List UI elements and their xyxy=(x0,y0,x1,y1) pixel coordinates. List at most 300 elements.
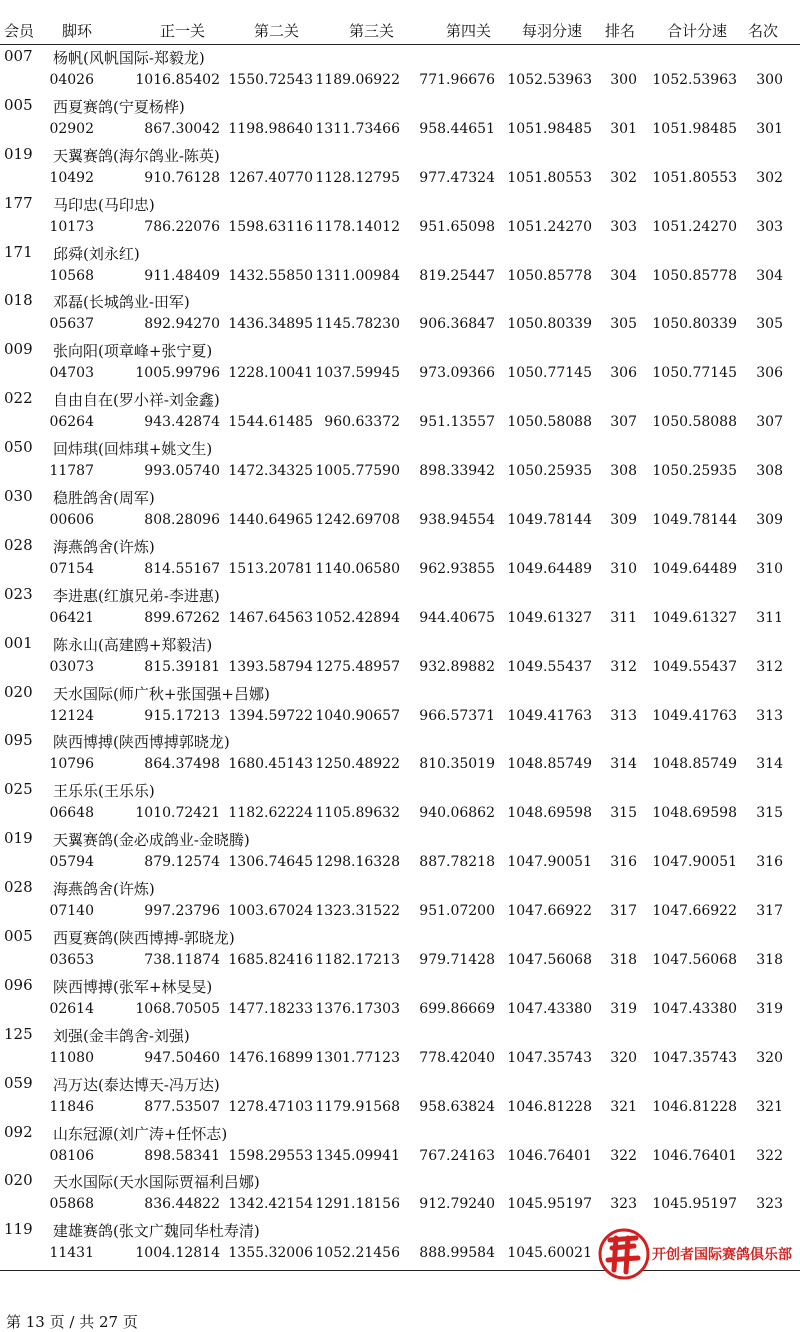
total-speed: 1048.69598 xyxy=(652,805,737,822)
owner-name: 邓磊(长城鸽业-田军) xyxy=(53,293,190,312)
club-logo-text: 开创者国际赛鸽俱乐部 xyxy=(652,1247,792,1263)
stage2-speed: 1198.98640 xyxy=(228,120,313,137)
per-bird-speed: 1047.90051 xyxy=(507,854,592,871)
table-row xyxy=(0,242,800,291)
row-values-line xyxy=(0,70,800,94)
owner-name: 张向阳(项章峰+张宁夏) xyxy=(53,342,213,361)
table-row xyxy=(0,877,800,926)
stage1-speed: 738.11874 xyxy=(144,952,220,969)
rank: 302 xyxy=(610,169,637,186)
total-speed: 1049.78144 xyxy=(652,512,737,529)
total-speed: 1049.64489 xyxy=(652,560,737,577)
row-values-line xyxy=(0,706,800,730)
rank: 305 xyxy=(610,316,637,333)
stage2-speed: 1393.58794 xyxy=(228,658,313,675)
table-row xyxy=(0,437,800,486)
stage3-speed: 1250.48922 xyxy=(315,756,400,773)
stage2-speed: 1467.64563 xyxy=(228,609,313,626)
header-stage2: 第二关 xyxy=(254,22,300,40)
member-id: 028 xyxy=(4,535,33,554)
ring-number: 08106 xyxy=(49,1147,94,1164)
header-speed: 每羽分速 xyxy=(522,22,583,40)
stage4-speed: 778.42040 xyxy=(419,1049,495,1066)
table-row xyxy=(0,388,800,437)
stage4-speed: 973.09366 xyxy=(419,365,495,382)
stage3-speed: 1005.77590 xyxy=(315,463,400,480)
owner-name: 杨帆(风帆国际-郑毅龙) xyxy=(53,49,205,67)
per-bird-speed: 1046.76401 xyxy=(507,1147,592,1164)
stage2-speed: 1355.32006 xyxy=(228,1245,313,1262)
stage1-speed: 864.37498 xyxy=(144,756,220,773)
rank: 306 xyxy=(610,365,637,382)
owner-name: 自由自在(罗小祥-刘金鑫) xyxy=(53,391,220,410)
ring-number: 12124 xyxy=(49,707,94,724)
rank: 323 xyxy=(610,1196,637,1213)
member-id: 092 xyxy=(4,1122,33,1141)
stage2-speed: 1476.16899 xyxy=(228,1049,313,1066)
per-bird-speed: 1047.56068 xyxy=(507,952,592,969)
stage1-speed: 1016.85402 xyxy=(135,72,220,88)
stage4-speed: 819.25447 xyxy=(419,267,495,284)
table-row xyxy=(0,779,800,828)
ring-number: 04703 xyxy=(49,365,94,382)
stage2-speed: 1394.59722 xyxy=(228,707,313,724)
stage1-speed: 911.48409 xyxy=(144,267,220,284)
stage1-speed: 786.22076 xyxy=(144,218,220,235)
stage3-speed: 1052.21456 xyxy=(315,1245,400,1262)
rank: 319 xyxy=(610,1000,637,1017)
stage3-speed: 1040.90657 xyxy=(315,707,400,724)
row-values-line xyxy=(0,657,800,681)
stage2-speed: 1680.45143 xyxy=(228,756,313,773)
stage3-speed: 960.63372 xyxy=(324,414,400,431)
table-row xyxy=(0,633,800,682)
place: 323 xyxy=(756,1196,783,1213)
place: 308 xyxy=(756,463,783,480)
table-row xyxy=(0,1122,800,1171)
stage3-speed: 1179.91568 xyxy=(315,1098,400,1115)
table-row xyxy=(0,1024,800,1073)
stage1-speed: 815.39181 xyxy=(144,658,220,675)
place: 311 xyxy=(756,609,783,626)
table-row xyxy=(0,828,800,877)
total-speed: 1049.61327 xyxy=(652,609,737,626)
stage4-speed: 958.63824 xyxy=(419,1098,495,1115)
stage2-speed: 1003.67024 xyxy=(228,903,313,920)
row-values-line xyxy=(0,1194,800,1218)
stage1-speed: 867.30042 xyxy=(144,120,220,137)
stage1-speed: 892.94270 xyxy=(144,316,220,333)
per-bird-speed: 1049.61327 xyxy=(507,609,592,626)
owner-name: 回炜琪(回炜琪+姚文生) xyxy=(53,440,213,459)
table-row xyxy=(0,486,800,535)
per-bird-speed: 1048.85749 xyxy=(507,756,592,773)
ring-number: 00606 xyxy=(49,512,94,529)
table-row xyxy=(0,144,800,193)
owner-name: 西夏赛鸽(宁夏杨桦) xyxy=(53,97,185,116)
row-values-line xyxy=(0,217,800,241)
member-id: 059 xyxy=(4,1073,33,1092)
total-speed: 1046.81228 xyxy=(652,1098,737,1115)
stage4-speed: 938.94554 xyxy=(419,512,495,529)
rank: 301 xyxy=(610,120,637,137)
header-stage1: 正一关 xyxy=(160,22,206,40)
row-values-line xyxy=(0,119,800,143)
ring-number: 07140 xyxy=(49,903,94,920)
stage4-speed: 771.96676 xyxy=(419,72,495,88)
stage3-speed: 1311.73466 xyxy=(315,120,400,137)
stage2-speed: 1342.42154 xyxy=(228,1196,313,1213)
rank: 318 xyxy=(610,952,637,969)
owner-name: 稳胜鸽舍(周军) xyxy=(53,489,155,508)
table-row xyxy=(0,1073,800,1122)
total-speed: 1050.25935 xyxy=(652,463,737,480)
stage4-speed: 699.86669 xyxy=(419,1000,495,1017)
total-speed: 1050.58088 xyxy=(652,414,737,431)
stage3-speed: 1376.17303 xyxy=(315,1000,400,1017)
stage2-speed: 1228.10041 xyxy=(228,365,313,382)
table-row xyxy=(0,95,800,144)
stage3-speed: 1275.48957 xyxy=(315,658,400,675)
per-bird-speed: 1051.98485 xyxy=(507,120,592,137)
per-bird-speed: 1049.41763 xyxy=(507,707,592,724)
place: 302 xyxy=(756,169,783,186)
stage4-speed: 951.13557 xyxy=(419,414,495,431)
ring-number: 10173 xyxy=(49,218,94,235)
row-values-line xyxy=(0,1048,800,1072)
stage3-speed: 1182.17213 xyxy=(315,952,400,969)
per-bird-speed: 1051.80553 xyxy=(507,169,592,186)
rank: 317 xyxy=(610,903,637,920)
place: 300 xyxy=(756,72,783,88)
member-id: 007 xyxy=(4,47,33,65)
table-row xyxy=(0,535,800,584)
stage1-speed: 898.58341 xyxy=(144,1147,220,1164)
stage4-speed: 951.07200 xyxy=(419,903,495,920)
per-bird-speed: 1050.85778 xyxy=(507,267,592,284)
row-values-line xyxy=(0,999,800,1023)
row-values-line xyxy=(0,803,800,827)
per-bird-speed: 1052.53963 xyxy=(507,72,592,88)
rank: 320 xyxy=(610,1049,637,1066)
header-place: 名次 xyxy=(748,22,779,40)
header-ring: 脚环 xyxy=(62,22,93,40)
member-id: 018 xyxy=(4,291,33,310)
ring-number: 11787 xyxy=(49,463,94,480)
table-row xyxy=(0,682,800,731)
table-row xyxy=(0,193,800,242)
owner-name: 陕西博搏(张军+林旻旻) xyxy=(53,977,213,996)
owner-name: 陈永山(高建鸥+郑毅洁) xyxy=(53,635,213,654)
owner-name: 邱舜(刘永红) xyxy=(53,244,140,263)
per-bird-speed: 1050.77145 xyxy=(507,365,592,382)
total-speed: 1048.85749 xyxy=(652,756,737,773)
stage1-speed: 899.67262 xyxy=(144,609,220,626)
place: 321 xyxy=(756,1098,783,1115)
rank: 313 xyxy=(610,707,637,724)
rank: 308 xyxy=(610,463,637,480)
rank: 310 xyxy=(610,560,637,577)
stage1-speed: 814.55167 xyxy=(144,560,220,577)
member-id: 005 xyxy=(4,927,33,946)
stage2-speed: 1477.18233 xyxy=(228,1000,313,1017)
place: 305 xyxy=(756,316,783,333)
stage4-speed: 977.47324 xyxy=(419,169,495,186)
owner-name: 海燕鸽舍(许炼) xyxy=(53,880,155,899)
per-bird-speed: 1050.80339 xyxy=(507,316,592,333)
total-speed: 1045.95197 xyxy=(652,1196,737,1213)
per-bird-speed: 1049.64489 xyxy=(507,560,592,577)
owner-name: 马印忠(马印忠) xyxy=(53,195,155,214)
ring-number: 06648 xyxy=(49,805,94,822)
per-bird-speed: 1049.78144 xyxy=(507,512,592,529)
rank: 303 xyxy=(610,218,637,235)
owner-name: 西夏赛鸽(陕西博搏-郭晓龙) xyxy=(53,929,235,948)
row-values-line xyxy=(0,852,800,876)
stage2-speed: 1432.55850 xyxy=(228,267,313,284)
header-stage4: 第四关 xyxy=(446,22,492,40)
stage3-speed: 1345.09941 xyxy=(315,1147,400,1164)
per-bird-speed: 1046.81228 xyxy=(507,1098,592,1115)
row-values-line xyxy=(0,901,800,925)
place: 320 xyxy=(756,1049,783,1066)
member-id: 020 xyxy=(4,1171,33,1190)
stage4-speed: 887.78218 xyxy=(419,854,495,871)
stage3-speed: 1291.18156 xyxy=(315,1196,400,1213)
stage4-speed: 888.99584 xyxy=(419,1245,495,1262)
row-values-line xyxy=(0,363,800,387)
stage2-speed: 1278.47103 xyxy=(228,1098,313,1115)
stage3-speed: 1105.89632 xyxy=(315,805,400,822)
stage3-speed: 1301.77123 xyxy=(315,1049,400,1066)
per-bird-speed: 1050.58088 xyxy=(507,414,592,431)
owner-name: 海燕鸽舍(许炼) xyxy=(53,537,155,556)
stage3-speed: 1178.14012 xyxy=(315,218,400,235)
ring-number: 07154 xyxy=(49,560,94,577)
ring-number: 11846 xyxy=(49,1098,94,1115)
ring-number: 10796 xyxy=(49,756,94,773)
stage3-speed: 1145.78230 xyxy=(315,316,400,333)
table-row xyxy=(0,1170,800,1219)
row-values-line xyxy=(0,461,800,485)
owner-name: 冯万达(泰达博天-冯万达) xyxy=(53,1075,220,1094)
row-values-line xyxy=(0,559,800,583)
table-row xyxy=(0,730,800,779)
owner-name: 李进惠(红旗兄弟-李进惠) xyxy=(53,586,220,605)
stage2-speed: 1544.61485 xyxy=(228,414,313,431)
rank: 322 xyxy=(610,1147,637,1164)
member-id: 030 xyxy=(4,487,33,506)
table-row xyxy=(0,975,800,1024)
row-values-line xyxy=(0,608,800,632)
ring-number: 10568 xyxy=(49,267,94,284)
stage1-speed: 947.50460 xyxy=(144,1049,220,1066)
total-speed: 1049.41763 xyxy=(652,707,737,724)
member-id: 001 xyxy=(4,633,33,652)
place: 307 xyxy=(756,414,783,431)
owner-name: 天翼赛鸽(海尔鸽业-陈英) xyxy=(53,146,220,165)
total-speed: 1051.80553 xyxy=(652,169,737,186)
header-rank: 排名 xyxy=(605,22,636,40)
ring-number: 10492 xyxy=(49,169,94,186)
stage2-speed: 1513.20781 xyxy=(228,560,313,577)
stage4-speed: 906.36847 xyxy=(419,316,495,333)
ring-number: 02614 xyxy=(49,1000,94,1017)
row-values-line xyxy=(0,266,800,290)
stage2-speed: 1472.34325 xyxy=(228,463,313,480)
stage2-speed: 1182.62224 xyxy=(228,805,313,822)
member-id: 020 xyxy=(4,682,33,701)
stage4-speed: 810.35019 xyxy=(419,756,495,773)
stage2-speed: 1440.64965 xyxy=(228,512,313,529)
total-speed: 1050.77145 xyxy=(652,365,737,382)
rank: 304 xyxy=(610,267,637,284)
results-table xyxy=(0,46,800,1268)
rank: 312 xyxy=(610,658,637,675)
table-row xyxy=(0,584,800,633)
header-stage3: 第三关 xyxy=(349,22,395,40)
stage1-speed: 993.05740 xyxy=(144,463,220,480)
table-header xyxy=(0,0,800,44)
place: 314 xyxy=(756,756,783,773)
owner-name: 山东冠源(刘广涛+任怀志) xyxy=(53,1124,228,1143)
member-id: 019 xyxy=(4,829,33,848)
row-values-line xyxy=(0,1097,800,1121)
stage4-speed: 932.89882 xyxy=(419,658,495,675)
ring-number: 02902 xyxy=(49,120,94,137)
total-speed: 1047.90051 xyxy=(652,854,737,871)
owner-name: 刘强(金丰鸽舍-刘强) xyxy=(53,1026,190,1045)
total-speed: 1047.43380 xyxy=(652,1000,737,1017)
stage2-speed: 1685.82416 xyxy=(228,952,313,969)
total-speed: 1051.24270 xyxy=(652,218,737,235)
total-speed: 1049.55437 xyxy=(652,658,737,675)
stage1-speed: 1005.99796 xyxy=(135,365,220,382)
stage4-speed: 940.06862 xyxy=(419,805,495,822)
place: 301 xyxy=(756,120,783,137)
table-row xyxy=(0,926,800,975)
stage3-speed: 1242.69708 xyxy=(315,512,400,529)
owner-name: 建雄赛鸽(张文广魏同华杜寿清) xyxy=(53,1222,260,1241)
per-bird-speed: 1045.60021 xyxy=(507,1245,592,1262)
stage4-speed: 898.33942 xyxy=(419,463,495,480)
place: 310 xyxy=(756,560,783,577)
total-speed: 1051.98485 xyxy=(652,120,737,137)
place: 316 xyxy=(756,854,783,871)
total-speed: 1047.66922 xyxy=(652,903,737,920)
member-id: 022 xyxy=(4,389,33,408)
rank: 315 xyxy=(610,805,637,822)
member-id: 005 xyxy=(4,95,33,114)
place: 315 xyxy=(756,805,783,822)
club-watermark xyxy=(596,1224,800,1284)
stage4-speed: 979.71428 xyxy=(419,952,495,969)
total-speed: 1047.56068 xyxy=(652,952,737,969)
place: 317 xyxy=(756,903,783,920)
table-row xyxy=(0,290,800,339)
per-bird-speed: 1049.55437 xyxy=(507,658,592,675)
row-values-line xyxy=(0,510,800,534)
member-id: 177 xyxy=(4,193,33,212)
ring-number: 05868 xyxy=(49,1196,94,1213)
stage4-speed: 958.44651 xyxy=(419,120,495,137)
stage3-speed: 1189.06922 xyxy=(315,72,400,88)
member-id: 095 xyxy=(4,731,33,750)
stage4-speed: 951.65098 xyxy=(419,218,495,235)
stage1-speed: 1004.12814 xyxy=(135,1245,220,1262)
header-divider xyxy=(0,44,800,45)
member-id: 025 xyxy=(4,780,33,799)
stage1-speed: 877.53507 xyxy=(144,1098,220,1115)
rank: 311 xyxy=(610,609,637,626)
place: 304 xyxy=(756,267,783,284)
place: 309 xyxy=(756,512,783,529)
stage2-speed: 1267.40770 xyxy=(228,169,313,186)
per-bird-speed: 1047.43380 xyxy=(507,1000,592,1017)
stage3-speed: 1311.00984 xyxy=(315,267,400,284)
place: 313 xyxy=(756,707,783,724)
ring-number: 11431 xyxy=(49,1245,94,1262)
rank: 300 xyxy=(610,72,637,88)
stage1-speed: 1010.72421 xyxy=(135,805,220,822)
stage4-speed: 767.24163 xyxy=(419,1147,495,1164)
ring-number: 06421 xyxy=(49,609,94,626)
rank: 316 xyxy=(610,854,637,871)
per-bird-speed: 1048.69598 xyxy=(507,805,592,822)
per-bird-speed: 1051.24270 xyxy=(507,218,592,235)
ring-number: 04026 xyxy=(49,72,94,88)
place: 306 xyxy=(756,365,783,382)
place: 319 xyxy=(756,1000,783,1017)
owner-name: 王乐乐(王乐乐) xyxy=(53,782,155,801)
per-bird-speed: 1050.25935 xyxy=(507,463,592,480)
owner-name: 天水国际(天水国际贾福利吕娜) xyxy=(53,1173,260,1192)
stage1-speed: 808.28096 xyxy=(144,512,220,529)
rank: 321 xyxy=(610,1098,637,1115)
stage1-speed: 943.42874 xyxy=(144,414,220,431)
owner-name: 陕西博搏(陕西博搏郭晓龙) xyxy=(53,733,230,752)
stage3-speed: 1128.12795 xyxy=(315,169,400,186)
member-id: 009 xyxy=(4,340,33,359)
member-id: 096 xyxy=(4,975,33,994)
stage3-speed: 1323.31522 xyxy=(315,903,400,920)
stage1-speed: 915.17213 xyxy=(144,707,220,724)
rank: 309 xyxy=(610,512,637,529)
place: 318 xyxy=(756,952,783,969)
stage3-speed: 1037.59945 xyxy=(315,365,400,382)
ring-number: 03653 xyxy=(49,952,94,969)
stage3-speed: 1140.06580 xyxy=(315,560,400,577)
ring-number: 05637 xyxy=(49,316,94,333)
member-id: 125 xyxy=(4,1024,33,1043)
page-indicator: 第 13 页 / 共 27 页 xyxy=(6,1313,138,1331)
rank: 307 xyxy=(610,414,637,431)
stage2-speed: 1306.74645 xyxy=(228,854,313,871)
stage1-speed: 879.12574 xyxy=(144,854,220,871)
stage1-speed: 836.44822 xyxy=(144,1196,220,1213)
ring-number: 05794 xyxy=(49,854,94,871)
table-row xyxy=(0,46,800,95)
stage4-speed: 962.93855 xyxy=(419,560,495,577)
total-speed: 1050.80339 xyxy=(652,316,737,333)
member-id: 023 xyxy=(4,584,33,603)
stage1-speed: 997.23796 xyxy=(144,903,220,920)
row-values-line xyxy=(0,412,800,436)
stage1-speed: 910.76128 xyxy=(144,169,220,186)
member-id: 028 xyxy=(4,878,33,897)
ring-number: 06264 xyxy=(49,414,94,431)
place: 303 xyxy=(756,218,783,235)
